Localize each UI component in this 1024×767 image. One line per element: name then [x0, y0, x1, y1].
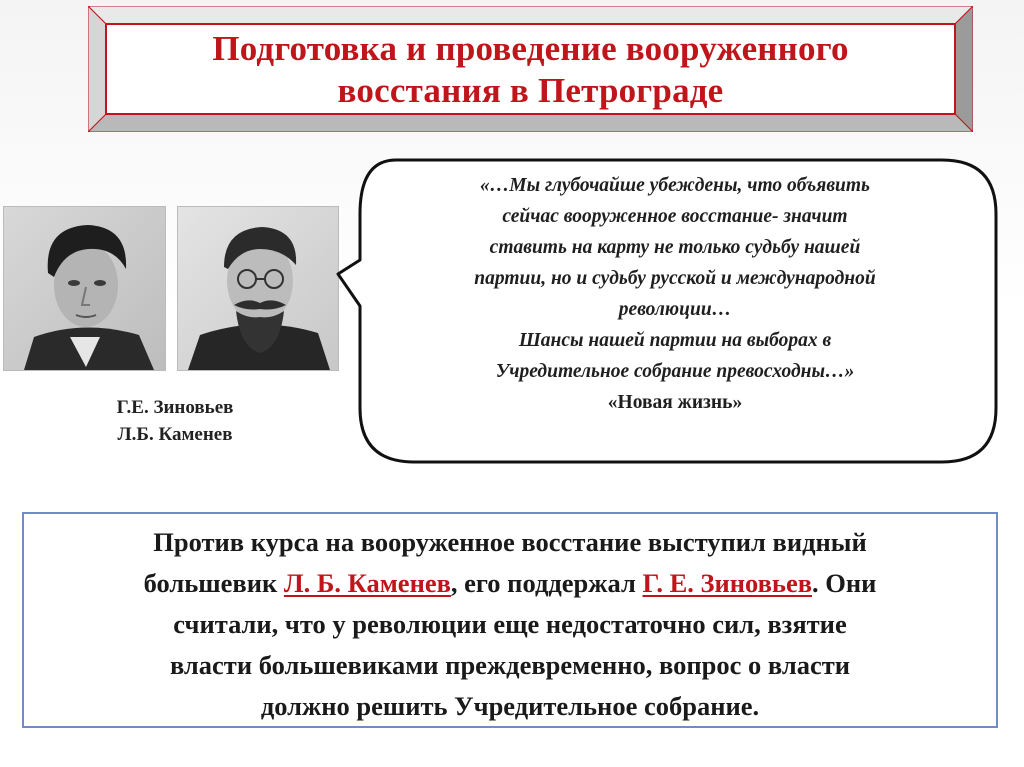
quote-block — [362, 170, 988, 456]
quote-line: Шансы нашей партии на выборах в — [518, 330, 832, 351]
highlight-kamenev: Л. Б. Каменев — [283, 568, 451, 598]
quote-source: «Новая жизнь» — [607, 392, 743, 413]
summary-line: считали, что у революции еще недостаточно сил, взятие — [173, 609, 847, 639]
page-title: Подготовка и проведение вооруженного восстания в Петрограде — [212, 29, 849, 110]
summary-line: Против курса на вооруженное восстание выступил видный — [153, 527, 867, 557]
summary-fragment: большевик — [143, 568, 284, 598]
portrait-zinoviev-image — [4, 207, 165, 370]
quote-line: партии, но и судьбу русской и международной — [474, 268, 876, 289]
portrait-caption — [60, 394, 290, 448]
caption-zinoviev: Г.Е. Зиновьев — [116, 397, 234, 418]
quote-line: Учредительное собрание превосходны…» — [495, 361, 855, 382]
summary-text — [30, 522, 990, 727]
portrait-zinoviev — [3, 206, 166, 371]
summary-fragment: . Они — [812, 568, 877, 598]
quote-line: «…Мы глубочайше убеждены, что объявить — [480, 175, 870, 196]
summary-line: власти большевиками преждевременно, вопрос о власти — [169, 650, 851, 680]
portrait-kamenev — [177, 206, 339, 371]
caption-kamenev: Л.Б. Каменев — [117, 424, 233, 445]
title-plaque — [88, 6, 973, 132]
summary-line: должно решить Учредительное собрание. — [260, 691, 760, 721]
highlight-zinoviev: Г. Е. Зиновьев — [642, 568, 813, 598]
quote-line: ставить на карту не только судьбу нашей — [489, 237, 861, 258]
summary-line — [30, 563, 990, 604]
quote-line: революции… — [618, 299, 732, 320]
portrait-kamenev-image — [178, 207, 338, 370]
quote-line: сейчас вооруженное восстание- значит — [502, 206, 848, 227]
summary-fragment: , его поддержал — [450, 568, 643, 598]
